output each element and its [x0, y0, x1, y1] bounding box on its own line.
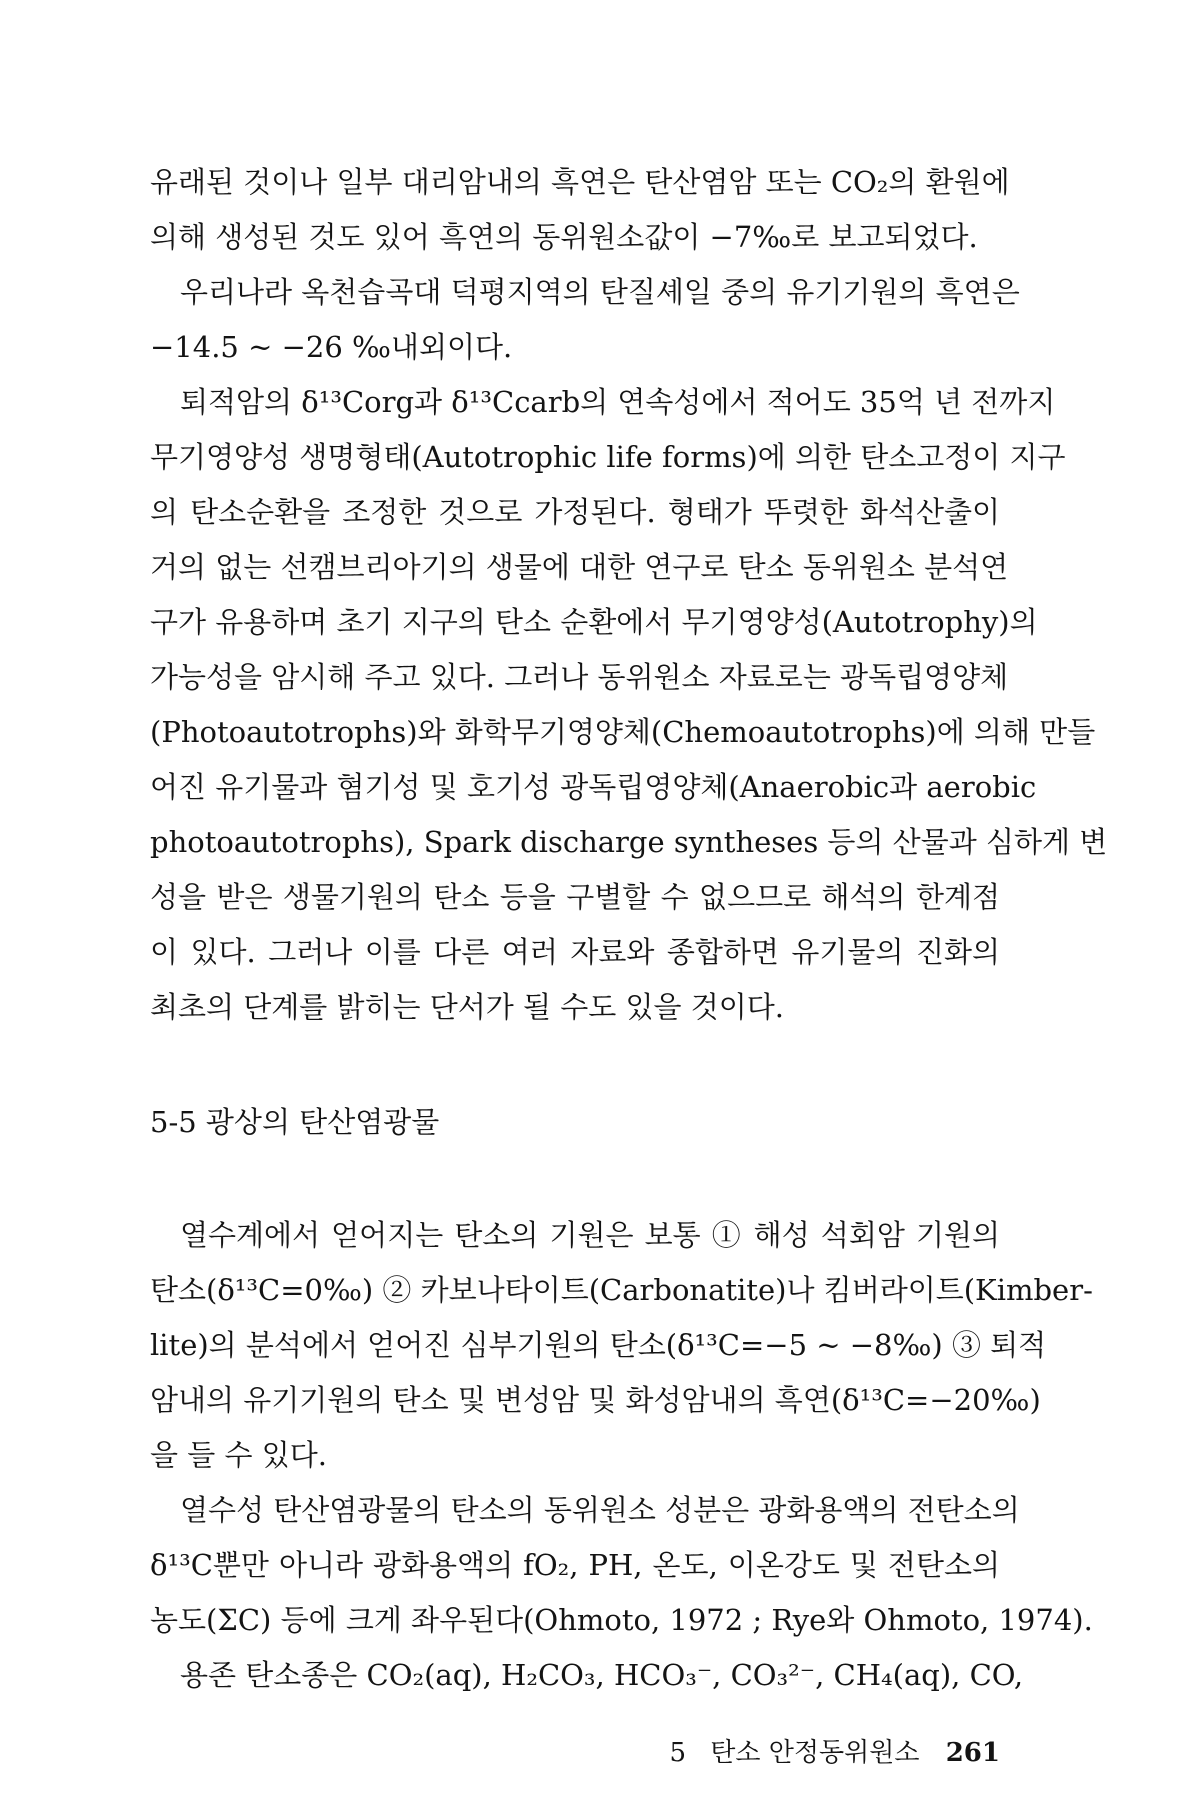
- text-line: 용존 탄소종은 CO₂(aq), H₂CO₃, HCO₃⁻, CO₃²⁻, CH₄(aq), CO,: [180, 1658, 1024, 1692]
- page-number: 261: [945, 1738, 1000, 1768]
- text-line: 무기영양성 생명형태(Autotrophic life forms)에 의한 탄소고정이 지구: [150, 440, 1066, 474]
- text-line: 을 들 수 있다.: [150, 1438, 327, 1472]
- text-line: 탄소(δ¹³C=0‰) ② 카보나타이트(Carbonatite)나 킴버라이트(Kimber-: [150, 1273, 1093, 1307]
- text-line: 거의 없는 선캠브리아기의 생물에 대한 연구로 탄소 동위원소 분석연: [150, 550, 1009, 584]
- text-line: 농도(ΣC) 등에 크게 좌우된다(Ohmoto, 1972 ; Rye와 Ohmoto, 1974).: [150, 1603, 1093, 1637]
- text-line: 최초의 단계를 밝히는 단서가 될 수도 있을 것이다.: [150, 990, 785, 1024]
- text-line: 가능성을 암시해 주고 있다. 그러나 동위원소 자료로는 광독립영양체: [150, 660, 1009, 694]
- text-line: −14.5 ~ −26 ‰내외이다.: [150, 330, 513, 364]
- text-line: 의 탄소순환을 조정한 것으로 가정된다. 형태가 뚜렷한 화석산출이: [150, 495, 1000, 529]
- text-line: (Photoautotrophs)와 화학무기영양체(Chemoautotrophs)에 의해 만들: [150, 715, 1096, 749]
- text-line: lite)의 분석에서 얻어진 심부기원의 탄소(δ¹³C=−5 ~ −8‰) ③ 퇴적: [150, 1328, 1047, 1362]
- text-line: 의해 생성된 것도 있어 흑연의 동위원소값이 −7‰로 보고되었다.: [150, 220, 978, 254]
- text-line: 성을 받은 생물기원의 탄소 등을 구별할 수 없으므로 해석의 한계점: [150, 880, 1000, 914]
- text-line: 유래된 것이나 일부 대리암내의 흑연은 탄산염암 또는 CO₂의 환원에: [150, 165, 1010, 199]
- text-line: 우리나라 옥천습곡대 덕평지역의 탄질셰일 중의 유기기원의 흑연은: [180, 275, 1020, 309]
- text-line: photoautotrophs), Spark discharge syntheses 등의 산물과 심하게 변: [150, 825, 1108, 859]
- text-line: 열수성 탄산염광물의 탄소의 동위원소 성분은 광화용액의 전탄소의: [180, 1493, 1020, 1527]
- text-line: 이 있다. 그러나 이를 다른 여러 자료와 종합하면 유기물의 진화의: [150, 935, 1000, 969]
- section-heading: 5-5 광상의 탄산염광물: [150, 1105, 440, 1139]
- footer-chapter-number: 5: [669, 1738, 686, 1768]
- page-footer: [669, 1735, 1000, 1771]
- text-line: 퇴적암의 δ¹³Corg과 δ¹³Ccarb의 연속성에서 적어도 35억 년 전까지: [180, 385, 1056, 419]
- text-line: 암내의 유기기원의 탄소 및 변성암 및 화성암내의 흑연(δ¹³C=−20‰): [150, 1383, 1041, 1417]
- text-line: 열수계에서 얻어지는 탄소의 기원은 보통 ① 해성 석회암 기원의: [180, 1218, 1000, 1252]
- text-line: δ¹³C뿐만 아니라 광화용액의 fO₂, PH, 온도, 이온강도 및 전탄소의: [150, 1548, 1000, 1582]
- text-line: 구가 유용하며 초기 지구의 탄소 순환에서 무기영양성(Autotrophy)의: [150, 605, 1038, 639]
- text-line: 어진 유기물과 혐기성 및 호기성 광독립영양체(Anaerobic과 aerobic: [150, 770, 1037, 804]
- footer-chapter-title: 탄소 안정동위원소: [710, 1738, 920, 1768]
